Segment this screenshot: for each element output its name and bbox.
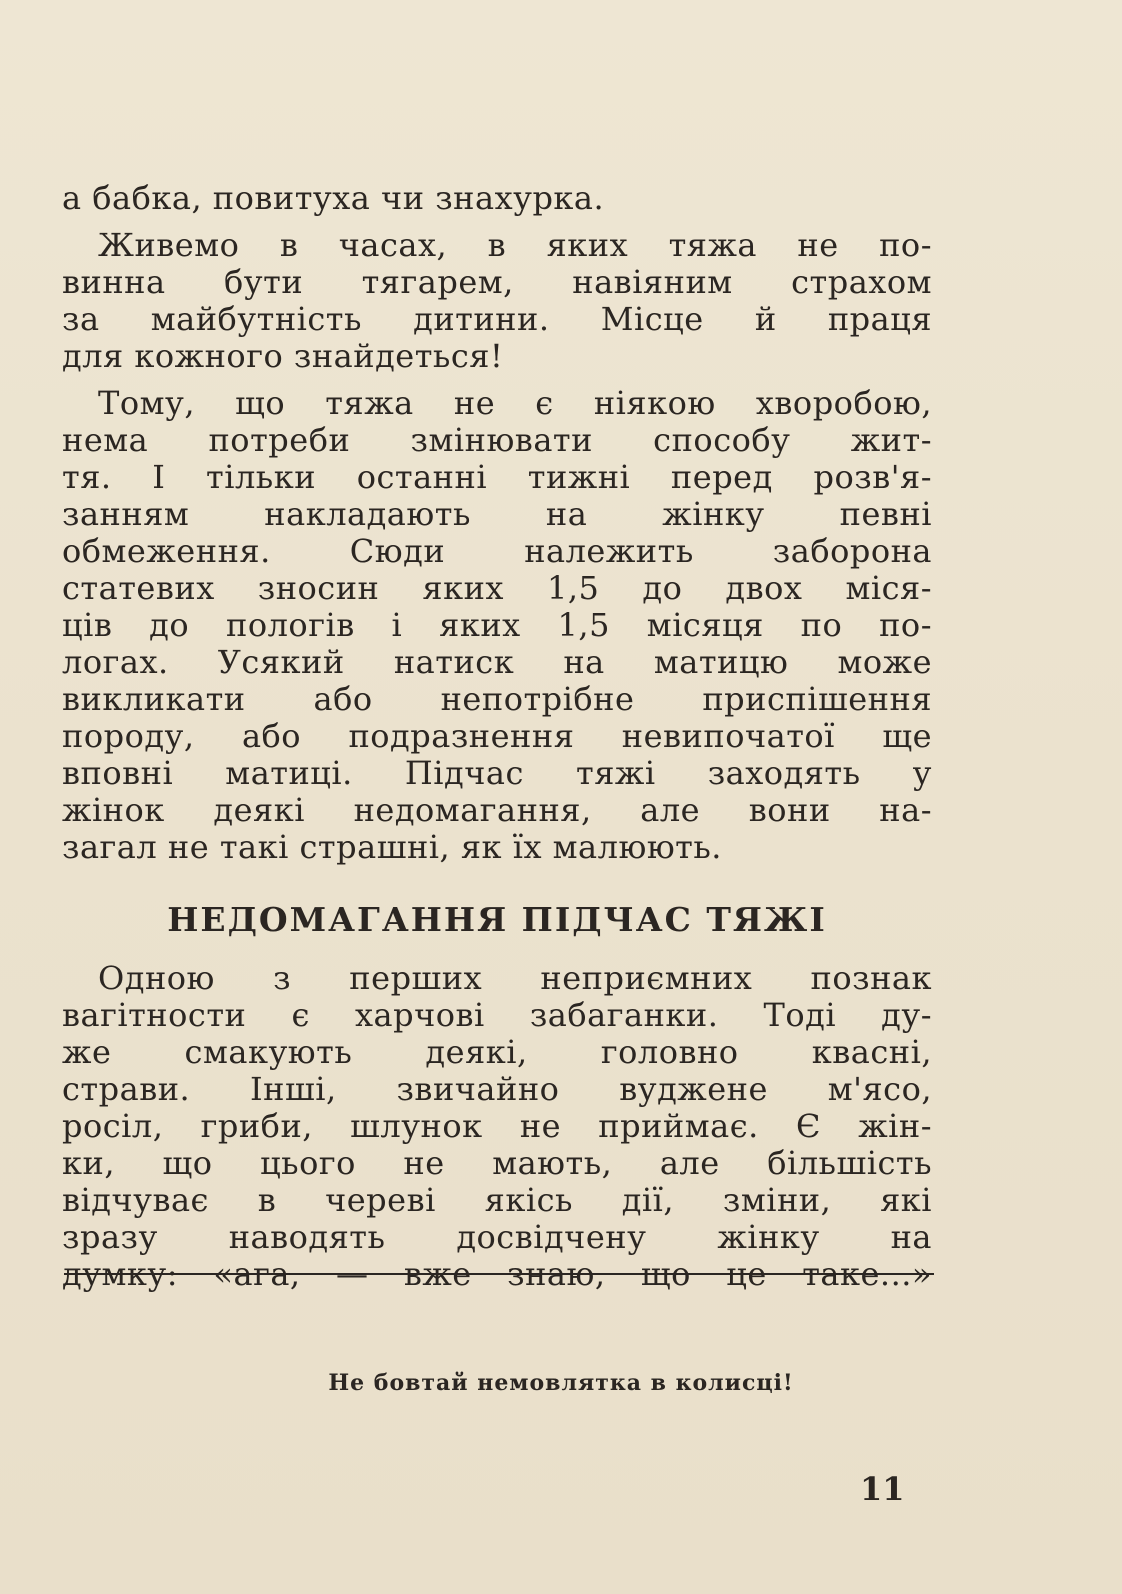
- text-line: Одною з перших неприємних познак: [98, 959, 932, 997]
- text-line: вагітности є харчові забаганки. Тоді ду-: [62, 996, 932, 1034]
- text-line: викликати або непотрібне приспішення: [62, 680, 932, 718]
- text-line: зразу наводять досвідчену жінку на: [62, 1218, 932, 1256]
- text-line: породу, або подразнення невипочатої ще: [62, 717, 932, 755]
- text-line: занням накладають на жінку певні: [62, 495, 932, 533]
- text-line: ки, що цього не мають, але більшість: [62, 1144, 932, 1182]
- text-line: Живемо в часах, в яких тяжа не по-: [98, 226, 932, 264]
- text-line: нема потреби змінювати способу жит-: [62, 421, 932, 459]
- footer-note: Не бовтай немовлятка в колисці!: [328, 1370, 794, 1396]
- text-line: ців до пологів і яких 1,5 місяця по по-: [62, 606, 932, 644]
- text-line: вповні матиці. Підчас тяжі заходять у: [62, 754, 932, 792]
- text-line: для кожного знайдеться!: [62, 337, 504, 375]
- text-line: відчуває в череві якісь дії, зміни, які: [62, 1181, 932, 1219]
- text-line: страви. Інші, звичайно вуджене м'ясо,: [62, 1070, 932, 1108]
- text-line: за майбутність дитини. Місце й праця: [62, 300, 932, 338]
- text-line: логах. Усякий натиск на матицю може: [62, 643, 932, 681]
- text-line: думку: «ага, — вже знаю, що це таке...»: [62, 1255, 932, 1293]
- text-line: же смакують деякі, головно квасні,: [62, 1033, 932, 1071]
- text-line: тя. І тільки останні тижні перед розв'я-: [62, 458, 932, 496]
- text-line: обмеження. Сюди належить заборона: [62, 532, 932, 570]
- text-line: загал не такі страшні, як їх малюють.: [62, 828, 722, 866]
- text-line: росіл, гриби, шлунок не приймає. Є жін-: [62, 1107, 932, 1145]
- page-number: 11: [860, 1470, 905, 1508]
- footer-divider: [64, 1273, 934, 1275]
- text-line: статевих зносин яких 1,5 до двох міся-: [62, 569, 932, 607]
- text-line: а бабка, повитуха чи знахурка.: [62, 179, 605, 217]
- text-line: Тому, що тяжа не є ніякою хворобою,: [98, 384, 932, 422]
- section-heading: НЕДОМАГАННЯ ПІДЧАС ТЯЖІ: [167, 900, 827, 939]
- body-text: [62, 180, 932, 1293]
- text-line: винна бути тягарем, навіяним страхом: [62, 263, 932, 301]
- text-line: жінок деякі недомагання, але вони на-: [62, 791, 932, 829]
